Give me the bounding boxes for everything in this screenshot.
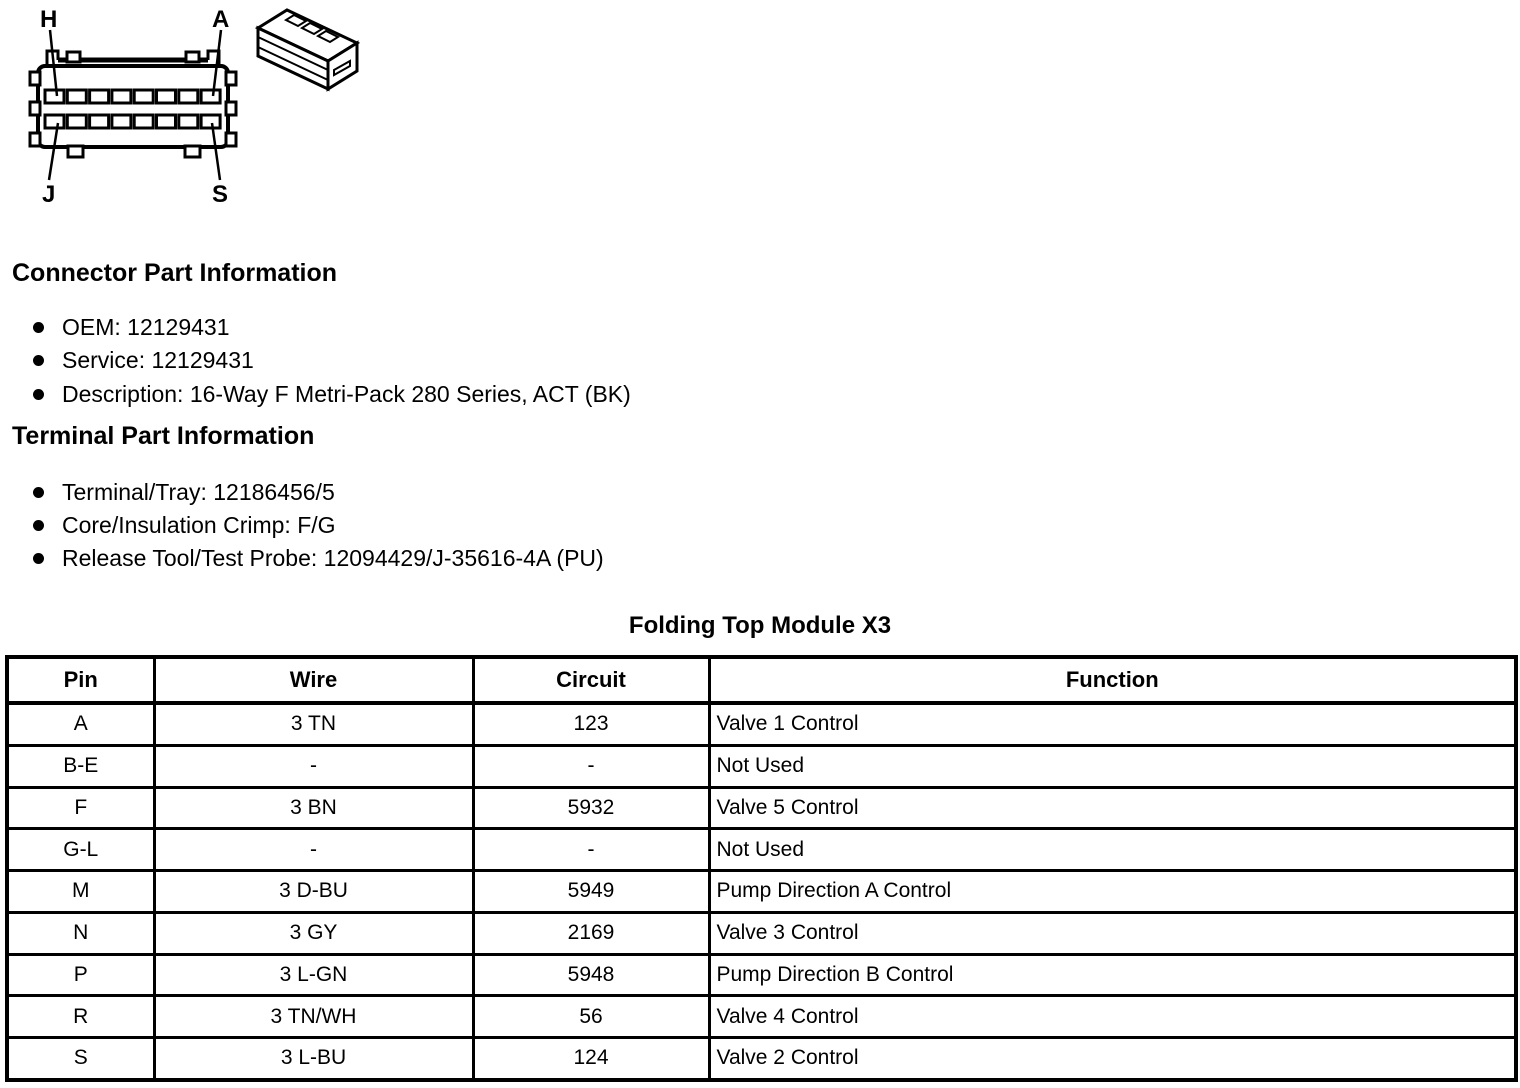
table-row [7,829,1516,871]
pinout-table [5,655,1518,1082]
pin-slot [90,115,109,128]
pin-slot [201,90,220,103]
list-item [0,478,335,506]
pin-slot [179,115,198,128]
cell-circuit: 5949 [473,871,709,913]
bullet-icon [33,389,44,400]
column-header-wire: Wire [154,657,473,703]
cell-pin: N [7,912,154,954]
connector-description: Description: 16-Way F Metri-Pack 280 Series, ACT (BK) [62,381,631,407]
bullet-icon [33,520,44,531]
pin-slot [67,90,86,103]
cell-circuit: 5948 [473,954,709,996]
cell-wire: 3 TN/WH [154,996,473,1038]
cell-pin: G-L [7,829,154,871]
pin-slot [201,115,220,128]
cell-wire: - [154,745,473,787]
cell-wire: 3 TN [154,703,473,745]
cell-circuit: - [473,829,709,871]
list-item [0,380,631,408]
bullet-icon [33,553,44,564]
table-row [7,703,1516,745]
table-row [7,912,1516,954]
cell-wire: - [154,829,473,871]
connector-bottom-tab-right [185,146,200,157]
cell-function: Not Used [709,745,1516,787]
cell-function: Pump Direction A Control [709,871,1516,913]
cell-pin: F [7,787,154,829]
pin-slot [67,115,86,128]
list-item [0,346,254,374]
table-title: Folding Top Module X3 [628,612,892,639]
terminal-tray: Terminal/Tray: 12186456/5 [62,479,335,505]
cell-pin: R [7,996,154,1038]
bullet-icon [33,322,44,333]
service-number: Service: 12129431 [62,347,254,373]
cell-pin: M [7,871,154,913]
cell-wire: 3 D-BU [154,871,473,913]
list-item [0,544,604,572]
release-tool-test-probe: Release Tool/Test Probe: 12094429/J-35616-4A (PU) [62,545,604,571]
cell-wire: 3 GY [154,912,473,954]
pin-slot [112,115,131,128]
cell-circuit: 123 [473,703,709,745]
pin-label-s: S [212,181,229,208]
cell-function: Valve 3 Control [709,912,1516,954]
cell-function: Valve 1 Control [709,703,1516,745]
table-row [7,787,1516,829]
connector-part-info-heading: Connector Part Information [12,259,338,287]
list-item [0,313,230,341]
cell-function: Valve 2 Control [709,1037,1516,1080]
cell-circuit: 5932 [473,787,709,829]
core-insulation-crimp: Core/Insulation Crimp: F/G [62,512,336,538]
pin-slot [45,90,64,103]
pin-slot [157,90,176,103]
connector-bottom-tab-left [68,146,83,157]
table-row [7,871,1516,913]
pin-slot [134,115,153,128]
table-header-row [7,657,1516,703]
pin-slot [112,90,131,103]
cell-wire: 3 L-BU [154,1037,473,1080]
cell-pin: B-E [7,745,154,787]
cell-circuit: 2169 [473,912,709,954]
pin-slot [45,115,64,128]
pin-slot [90,90,109,103]
pin-slot [134,90,153,103]
cell-circuit: 124 [473,1037,709,1080]
list-item [0,511,336,539]
column-header-circuit: Circuit [473,657,709,703]
table-body [7,703,1516,1080]
cell-wire: 3 BN [154,787,473,829]
table-row [7,1037,1516,1080]
oem-number: OEM: 12129431 [62,314,230,340]
cell-pin: P [7,954,154,996]
bullet-icon [33,355,44,366]
connector-face-diagram [0,0,380,215]
table-row [7,996,1516,1038]
cell-pin: A [7,703,154,745]
pin-slot [179,90,198,103]
cell-function: Valve 5 Control [709,787,1516,829]
cell-function: Not Used [709,829,1516,871]
column-header-function: Function [709,657,1516,703]
table-row [7,954,1516,996]
table-row [7,745,1516,787]
column-header-pin: Pin [7,657,154,703]
cell-pin: S [7,1037,154,1080]
connector-top-tab-right [186,52,199,62]
pin-label-j: J [42,181,56,208]
cell-function: Valve 4 Control [709,996,1516,1038]
connector-top-tab-left [67,52,80,62]
terminal-part-info-heading: Terminal Part Information [12,422,315,450]
connector-3d-icon [258,10,357,89]
cell-wire: 3 L-GN [154,954,473,996]
connector-body [38,66,228,147]
pin-label-a: A [212,6,230,33]
pin-label-h: H [40,6,58,33]
cell-function: Pump Direction B Control [709,954,1516,996]
pin-slot [157,115,176,128]
cell-circuit: - [473,745,709,787]
bullet-icon [33,487,44,498]
cell-circuit: 56 [473,996,709,1038]
